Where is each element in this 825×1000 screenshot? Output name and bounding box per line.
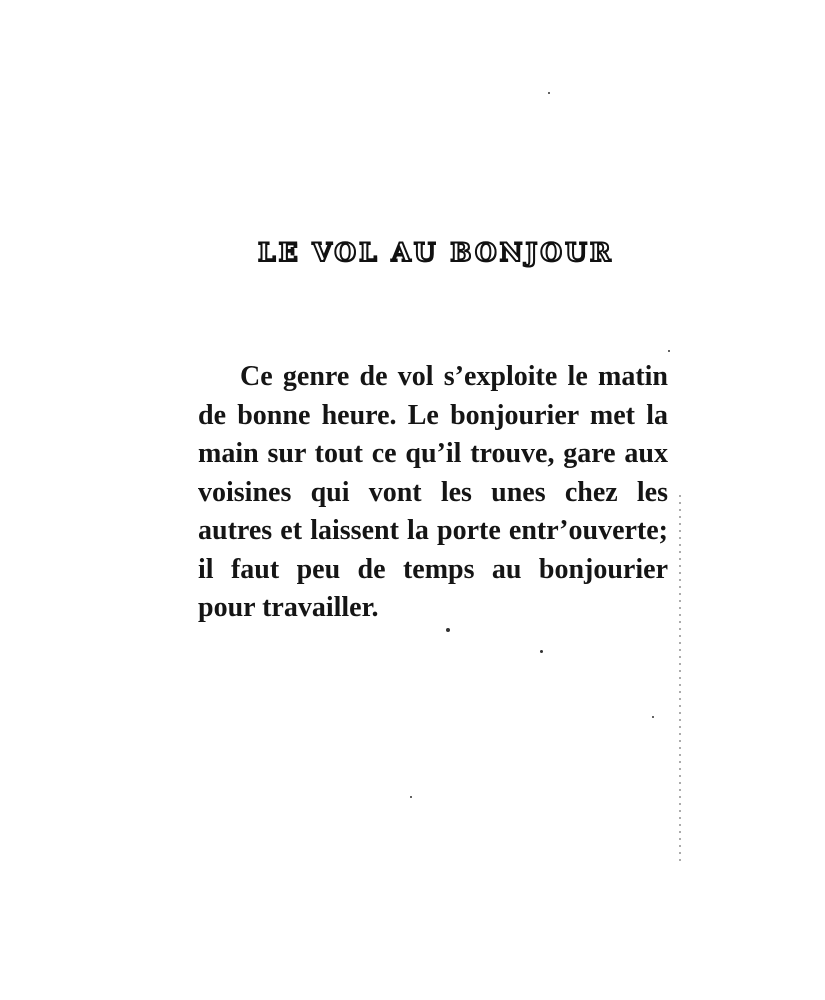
paragraph-line: voisines qui vont les unes chez les	[198, 476, 668, 508]
print-speck	[540, 650, 543, 653]
print-speck	[548, 92, 550, 94]
chapter-title: LE VOL AU BONJOUR	[258, 238, 614, 267]
paragraph	[198, 358, 668, 628]
page-edge-shadow	[679, 495, 681, 865]
print-speck	[446, 628, 450, 632]
print-speck	[652, 716, 654, 718]
print-speck	[410, 796, 412, 798]
print-speck	[668, 350, 670, 352]
paragraph-line: main sur tout ce qu’il trouve, gare aux	[198, 438, 668, 469]
paragraph-line: il faut peu de temps au bonjourier	[198, 553, 668, 585]
paragraph-line: de bonne heure. Le bonjourier met la	[198, 399, 668, 431]
paragraph-line: autres et laissent la porte entr’ouverte;	[198, 515, 668, 546]
paragraph-line: Ce genre de vol s’exploite le matin	[240, 361, 668, 392]
paragraph-line: pour travailler.	[198, 592, 379, 623]
